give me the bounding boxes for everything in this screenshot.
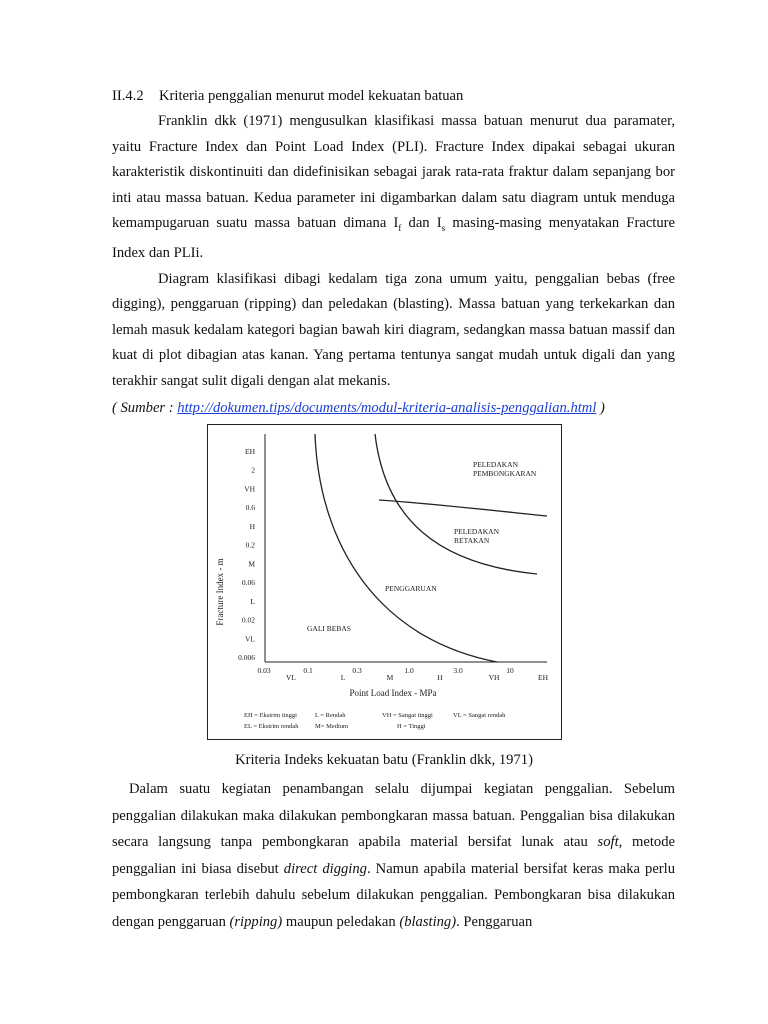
y-tick-label: EH: [245, 447, 255, 456]
zone-label-blast-crack-1: PELEDAKAN: [454, 527, 499, 536]
y-tick-label: L: [250, 596, 255, 606]
x-class-label: H: [437, 673, 443, 682]
legend-eh: EH = Ekstrim tinggi: [244, 712, 297, 719]
source-citation: ( Sumber : http://dokumen.tips/documents/modul-kriteria-analisis-penggalian.html ): [112, 400, 605, 417]
y-tick-label: 2: [251, 465, 255, 475]
source-link[interactable]: http://dokumen.tips/documents/modul-kriteria-analisis-penggalian.html: [177, 400, 597, 417]
y-tick-label: VL: [245, 634, 255, 644]
franklin-diagram: [207, 424, 562, 740]
y-tick-label: 0.06: [241, 578, 255, 588]
section-number: II.4.2: [112, 88, 144, 104]
figure-caption: Kriteria Indeks kekuatan batu (Franklin dkk, 1971): [235, 752, 533, 768]
diagram-svg: [207, 424, 562, 740]
x-class-label: VL: [286, 673, 296, 682]
legend-l: L = Rendah: [315, 712, 346, 719]
legend-h: H = Tinggi: [397, 723, 426, 730]
x-tick-label: 0.1: [303, 666, 313, 675]
paragraph-franklin: Franklin dkk (1971) mengusulkan klasifikasi massa batuan menurut dua paramater, yaitu Fracture Index dan Point Load Index (PLI). Fracture Index dipakai sebagai ukuran karakteristik diskontinuiti dan didefinisikan sebagai jarak rata-rata fraktur dalam sepanjang bor inti atau massa batuan. Kedua parameter ini digambarkan dalam satu diagram untuk menduga kemampugaruan suatu massa batuan dimana $I_f$ dan $I_s$ masing-masing menyatakan Fracture Index dan PLIi.: [112, 113, 675, 262]
x-tick-label: 10: [506, 666, 514, 675]
x-axis-label: Point Load Index - MPa: [349, 688, 437, 698]
paragraph-excavation-block: [112, 776, 675, 935]
document-page: [112, 83, 675, 420]
legend-el: EL = Ekstrim rendah: [244, 723, 299, 730]
legend-vl: VL = Sangat rendah: [453, 712, 506, 719]
y-axis-label: Fracture Index - m: [215, 558, 225, 626]
zone-label-free-dig: GALI BEBAS: [307, 624, 351, 633]
legend-m: M= Medium: [315, 723, 349, 730]
section-title: Kriteria penggalian menurut model kekuatan batuan: [159, 88, 464, 104]
x-class-label: EH: [538, 673, 548, 682]
legend-vh: VH = Sangat tinggi: [382, 712, 433, 719]
x-tick-label: 3.0: [453, 666, 463, 675]
y-tick-label: 0.02: [241, 615, 255, 625]
y-tick-label: 0.2: [245, 540, 255, 550]
y-tick-label: M: [248, 559, 255, 569]
y-tick-label: 0.6: [245, 503, 255, 513]
y-tick-label: VH: [244, 484, 255, 494]
x-class-label: L: [340, 673, 346, 682]
zone-label-blast-dislodge-1: PELEDAKAN: [473, 460, 518, 469]
section-heading: [112, 83, 675, 109]
zone-label-ripping: PENGGARUAN: [385, 584, 437, 593]
x-class-label: VH: [488, 673, 500, 682]
paragraph-diagram-zones: Diagram klasifikasi dibagi kedalam tiga zona umum yaitu, penggalian bebas (free digging), penggaruan (ripping) dan peledakan (blasting). Massa batuan yang terkekarkan dan lemah masuk kedalam kategori bagian bawah kiri diagram, sedangkan massa batuan massif dan kuat di plot dibagian atas kanan. Yang pertama tentunya sangat mudah untuk digali dan yang terakhir sangat sulit digali dengan alat mekanis.: [112, 270, 675, 389]
y-tick-label: 0.006: [238, 653, 255, 662]
y-tick-label: H: [249, 521, 255, 531]
zone-label-blast-dislodge-2: PEMBONGKARAN: [473, 469, 537, 478]
x-class-label: M: [386, 673, 394, 682]
x-tick-label: 1.0: [404, 666, 414, 675]
x-tick-label: 0.3: [352, 666, 362, 675]
x-tick-label: 0.03: [257, 666, 271, 675]
zone-label-blast-crack-2: RETAKAN: [454, 536, 490, 545]
paragraph-excavation: Dalam suatu kegiatan penambangan selalu dijumpai kegiatan penggalian. Sebelum penggalian dilakukan maka dilakukan pembongkaran massa batuan. Penggalian bisa dilakukan secara langsung tanpa pembongkaran apabila material bersifat lunak atau soft, metode penggalian ini biasa disebut direct digging. Namun apabila material bersifat keras maka perlu pembongkaran terlebih dahulu sebelum dilakukan penggalian. Pembongkaran bisa dilakukan dengan penggaruan (ripping) maupun peledakan (blasting). Penggaruan: [112, 781, 676, 930]
